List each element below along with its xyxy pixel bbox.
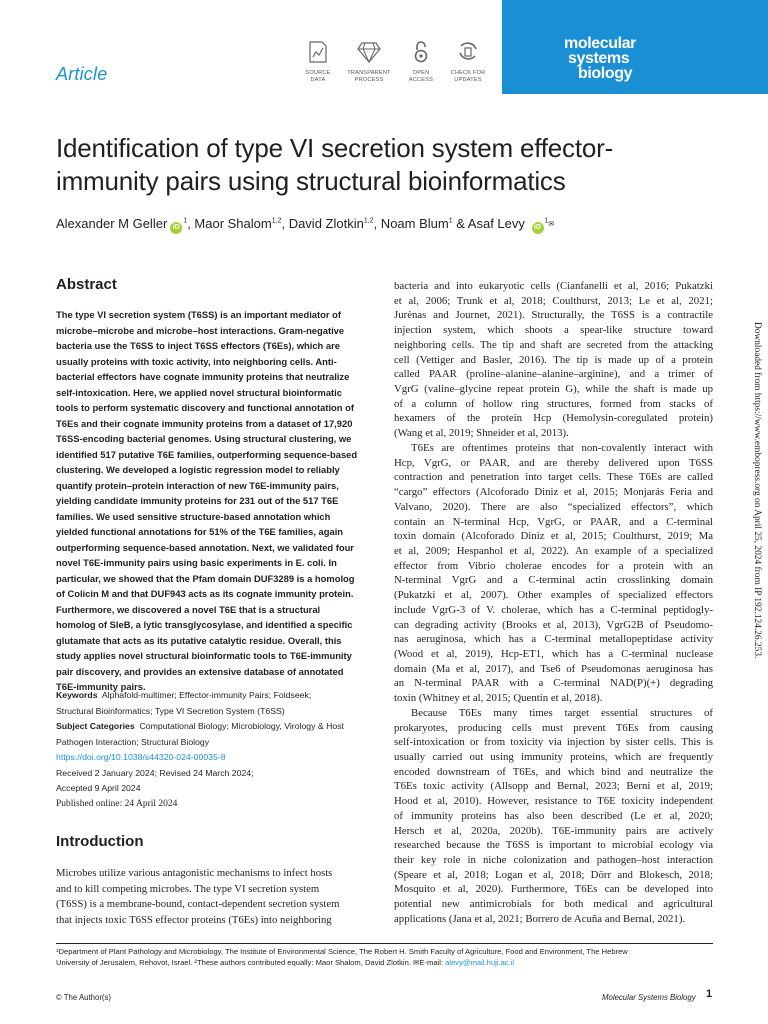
article-metadata: [56, 688, 386, 812]
email-link[interactable]: alevy@mail.huji.ac.il: [445, 958, 515, 967]
body-text-line: researched because the T6SS is important to microbial ecology via: [394, 839, 713, 852]
author-name[interactable]: , Noam Blum: [373, 216, 449, 231]
diamond-icon: [356, 40, 382, 64]
body-text-line: of a column of hollow ring structures, formed from stacks of: [394, 397, 713, 410]
body-text-line: et al, 2006; Trunk et al, 2018; Coulthurst, 2013; Le et al, 2021;: [394, 294, 713, 307]
body-text-line: VgrG (valine–glycine repeat protein G), while the shaft is made up: [394, 383, 713, 396]
body-text-line: (Wang et al, 2019; Shneider et al, 2013).: [394, 427, 569, 440]
source-data-label: SOURCE DATA: [305, 70, 331, 83]
accepted-date: Accepted 9 April 2024: [56, 783, 141, 793]
body-text-line: Mosquito et al, 2020). Furthermore, T6Es can be developed into: [394, 883, 713, 896]
journal-logo-text: molecular systems biology: [564, 35, 636, 82]
footnote-divider: [56, 943, 713, 944]
check-updates-icon: [457, 40, 479, 64]
body-text-line: prokaryotes, producing cells must prevent T6Es from causing: [394, 721, 713, 734]
body-text-line: of immunity proteins has also been described (Le et al, 2020;: [394, 809, 713, 822]
body-text-line: Hersch et al, 2020a, 2020b). T6E-immunity pairs are actively: [394, 824, 713, 837]
body-text-line: can degrading activity (Brooks et al, 2013), VgrG2B of Pseudomo-: [394, 618, 713, 631]
open-access-badge[interactable]: [397, 40, 445, 83]
body-text-line: (Pukatzki et al, 2007). Other examples of specialized effectors: [394, 589, 713, 602]
subject-categories: Computational Biology; Microbiology, Virology & Host: [139, 721, 344, 731]
transparent-process-label: TRANSPARENT PROCESS: [347, 70, 391, 83]
body-text-line: neighboring cells. The tip and shaft are secreted from the attacking: [394, 338, 713, 351]
keywords-cont: Structural Bioinformatics; Type VI Secretion System (T6SS): [56, 705, 285, 716]
body-text-line: include VgrG-3 of V. cholerae, which has a C-terminal peptidogly-: [394, 603, 713, 616]
body-text-line: “cargo” effectors (Alcoforado Diniz et al, 2015; Monjarás Feria and: [394, 486, 713, 499]
author-name[interactable]: Alexander M Geller: [56, 216, 168, 231]
body-text-line: encoded downstream of T6Es, and which bind and neutralize the: [394, 765, 713, 778]
body-text-line: bacteria and into eukaryotic cells (Cianfanelli et al, 2016; Pukatzki: [394, 280, 713, 292]
keywords-label: Keywords: [56, 690, 98, 700]
body-text-line: cell (Vettiger and Basler, 2016). The tip is made up of a protein: [394, 353, 713, 366]
body-text-line: Valvano, 2020). There are also “specialized effectors”, which: [394, 500, 713, 513]
affiliation-text: ¹Department of Plant Pathology and Microbiology, The Institute of Environmental Science, The Robert H. Smith Faculty of Agriculture, Food and Environment, The Hebrew University of Jerusalem, Rehovot, Israel. ²These authors contributed equally: Maor Shalom, David Zlotkin. ✉E-mail:: [56, 947, 628, 967]
body-text-line: hexamers of the protein Hcp (Hemolysin-coregulated protein): [394, 412, 713, 425]
affiliation-footnote: [56, 946, 716, 968]
body-text-line: usually carried out using immunity proteins, which are frequently: [394, 751, 713, 763]
article-type-label: Article: [56, 64, 108, 84]
author-name[interactable]: & Asaf Levy: [452, 216, 525, 231]
check-updates-label: CHECK FOR UPDATES: [450, 70, 486, 83]
article-title: Identification of type VI secretion system effector- immunity pairs using structural bioinformatics: [56, 133, 614, 196]
copyright: © The Author(s): [56, 993, 112, 1002]
body-text-line: N-terminal VgrG and a C-terminal actin crosslinking domain: [394, 574, 713, 587]
body-text-line: et al, 2009; Hespanhol et al, 2022). An example of a specialized: [394, 544, 713, 557]
abstract-body: The type VI secretion system (T6SS) is an important mediator of microbe–microbe and microbe–host interactions. Gram-negative bacteria use the T6SS to inject T6SS effectors (T6Es), which are usually proteins with toxic activity, into neighboring cells. Anti- bacterial effectors have cognate immunity proteins that neutralize self-intoxication. Here, we applied novel structural bioinformatic tools to perform systematic discovery and functional annotation of T6Es and their cognate immunity proteins from a dataset of 17,920 T6SS-encoding bacterial genomes. Using structural clustering, we identified 517 putative T6E families, outperforming sequence-based clustering. We developed a logistic regression model to reliably quantify protein–protein interaction of new T6E-immunity pairs, yielding candidate immunity proteins for 231 out of the 517 T6E families. We used sensitive structure-based annotation which yielded functional annotations for 51% of the T6E families, again outperforming sequence-based annotation. Next, we validated four novel T6E-immunity pairs using basic experiments in E. coli. In particular, we showed that the Pfam domain DUF3289 is a homolog of Colicin M and that DUF943 acts as its cognate immunity protein. Furthermore, we discovered a novel T6E that is a structural homolog of SleB, a lytic transglycosylase, and identified a specific glutamate that acts as its putative catalytic residue. Overall, this study applies novel structural bioinformatic tools to T6E-immunity pair discovery, and provides an extensive database of annotated T6E-immunity pairs.: [56, 309, 358, 692]
body-text-line: (Wood et al, 2019), Hcp-ET1, which has a C-terminal nuclease: [394, 647, 713, 660]
body-text-line: Because T6Es many times target essential structures of: [411, 706, 713, 719]
doi-link[interactable]: https://doi.org/10.1038/s44320-024-00035-8: [56, 752, 226, 762]
body-text-line: Jurėnas and Journet, 2021). Structurally, the T6SS is a contractile: [394, 309, 713, 322]
journal-logo[interactable]: [502, 0, 768, 94]
received-date: Received 2 January 2024; Revised 24 March 2024;: [56, 767, 254, 778]
body-text-line: toxin domain (Alcoforado Diniz et al, 2015; Coulthurst, 2019; Ma: [394, 530, 713, 543]
body-text-line: nas aeruginosa, which has a C-terminal metallopeptidase activity: [394, 633, 713, 646]
body-text-line: toxin (Whitney et al, 2015; Quentin et al, 2018).: [394, 692, 603, 705]
page-number: 1: [706, 988, 713, 1000]
body-text-line: domain (Ma et al, 2017), and Tse6 of Pseudomonas aeruginosa has: [394, 662, 713, 675]
subject-categories-label: Subject Categories: [56, 721, 135, 731]
body-text-line: contain an N-terminal Hcp, VgrG, or PAAR, and a C-terminal: [394, 515, 713, 528]
body-text-line: applications (Jana et al, 2021; Borrero de Acuña and Bernal, 2021).: [394, 912, 686, 925]
transparent-process-badge[interactable]: [345, 40, 393, 83]
body-text-line: Hcp, VgrG, or PAAR, and are thereby delivered upon T6SS: [394, 456, 713, 469]
source-data-badge[interactable]: [294, 40, 342, 83]
orcid-icon[interactable]: iD: [532, 222, 544, 234]
open-access-label: OPEN ACCESS: [408, 70, 434, 83]
right-column-body: [394, 279, 713, 927]
open-access-lock-icon: [412, 40, 430, 64]
source-data-icon: [307, 40, 329, 64]
subject-categories-cont: Pathogen Interaction; Structural Biology: [56, 736, 210, 747]
abstract-heading: Abstract: [56, 276, 117, 293]
download-note: Downloaded from https://www.embopress.org on April 25, 2024 from IP 192.124.26.253.: [752, 322, 762, 659]
introduction-heading: Introduction: [56, 833, 144, 850]
author-name[interactable]: , David Zlotkin: [281, 216, 364, 231]
body-text-line: self-intoxication or from toxicity via injection by sister cells. This is: [394, 736, 713, 749]
email-icon[interactable]: ✉: [548, 221, 555, 228]
author-list: Alexander M Geller $iD^1$, Maor Shalom$^{1,2}$, David Zlotkin$^{1,2}$, Noam Blum$^1$ & Asaf Levy $iD^1✉$: [56, 216, 716, 234]
body-text-line: Hood et al, 2010). However, resistance to T6E toxicity independent: [394, 795, 713, 808]
body-text-line: called PAAR (proline–alanine–alanine–arginine), and a trimer of: [394, 368, 713, 381]
body-text-line: contraction and penetration into target cells. These T6Es are called: [394, 471, 713, 484]
body-text-line: T6Es are oftentimes proteins that non-covalently interact with: [411, 441, 713, 454]
body-text-line: an N-terminal PAAR with a C-terminal NAD(P)(+) degrading: [394, 677, 713, 690]
keywords: Alphafold-multimer; Effector-immunity Pairs; Foldseek;: [101, 690, 312, 700]
published-date: Published online: 24 April 2024: [56, 798, 178, 809]
author-name[interactable]: , Maor Shalom: [187, 216, 272, 231]
body-text-line: effector from Vibrio cholerae encodes for a protein with an: [394, 559, 713, 572]
check-updates-badge[interactable]: [444, 40, 492, 83]
orcid-icon[interactable]: iD: [170, 222, 182, 234]
body-text-line: (Speare et al, 2018; Logan et al, 2018; Dörr and Blokesch, 2018;: [394, 868, 713, 881]
body-text-line: their key role in niche colonization and pathogen–host interaction: [394, 854, 713, 867]
body-text-line: injection system, which shoots a spear-like structure toward: [394, 324, 713, 337]
footer-journal-name: Molecular Systems Biology: [602, 993, 696, 1002]
body-text-line: T6Es toxic activity (Allsopp and Bernal, 2023; Berni et al, 2019;: [394, 780, 713, 793]
body-text-line: potential new antimicrobials for both medical and agricultural: [394, 898, 713, 911]
introduction-body: Microbes utilize various antagonistic mechanisms to infect hosts and to kill competing microbes. The type VI secretion system (T6SS) is a membrane-bound, contact-dependent secretion system that injects toxic T6SS effector proteins (T6Es) into neighboring: [56, 867, 340, 926]
